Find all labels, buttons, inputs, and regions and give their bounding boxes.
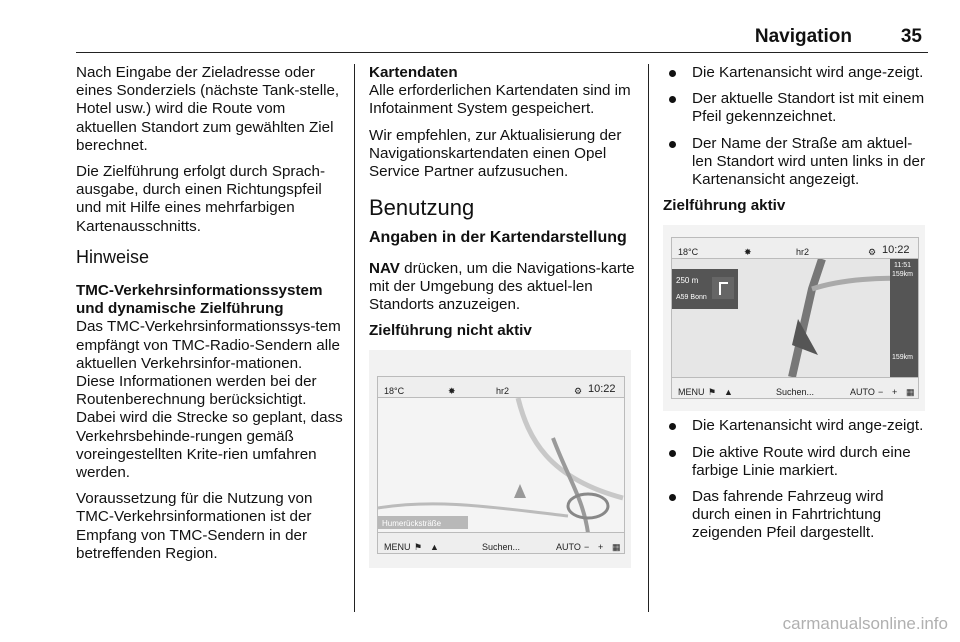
clock: 10:22 [882,244,910,257]
radio-station: hr2 [496,386,510,397]
heading-map-display: Angaben in der Kartendarstellung [369,229,627,247]
remaining-distance: 159km [892,354,914,362]
subheading-kartendaten: Kartendaten [369,64,458,81]
nav-key: NAV [369,259,400,277]
weather-icon: ✸ [448,386,456,397]
weather-icon: ✸ [744,247,752,258]
bullet-item: Der aktuelle Standort ist mit einem Pfeil gekennzeichnet. [663,90,925,126]
paragraph-guidance: Die Zielführung erfolgt durch Sprach-ausgabe, durch einen Richtungspfeil und mit Hilfe eines mehrfarbigen Kartenausschnitts. [76,163,326,235]
column-divider-2 [648,64,649,612]
figure-label-inactive: Zielführung nicht aktiv [369,322,532,340]
page-number: 35 [900,26,922,47]
search-button[interactable]: Suchen... [482,542,521,553]
figure-guidance-inactive [369,350,631,568]
paragraph-nav [369,260,635,315]
zoom-in-icon[interactable]: + [598,542,604,553]
watermark: carmanualsonline.info [782,614,948,633]
column-2 [369,64,635,574]
zoom-out-icon[interactable]: − [584,542,590,553]
bullet-list-1 [663,64,925,189]
bullet-item: Das fahrende Fahrzeug wird durch einen in Fahrtrichtung zeigenden Pfeil dargestellt. [663,488,925,543]
map-inactive [378,398,624,533]
paragraph-map-data: Alle erforderlichen Kartendaten sind im Infotainment System gespeichert. [369,82,631,118]
compass-icon[interactable]: ▲ [430,542,439,553]
nav-menu-bar [378,532,624,553]
column-divider-1 [354,64,355,612]
paragraph-tmc-requirement: Voraussetzung für die Nutzung von TMC-Verkehrsinformationen ist der Empfang von TMC-Sendern in der betreffenden Region. [76,490,313,562]
settings-icon: ⚙ [574,386,583,397]
street-name: Humerücksträße [382,519,442,529]
map-active [672,259,918,377]
auto-zoom[interactable]: AUTO [850,387,875,398]
bullet-item: Die Kartenansicht wird ange-zeigt. [663,64,925,82]
zoom-out-icon[interactable]: − [878,387,884,398]
figure-guidance-active [663,225,925,411]
nav-instructions: drücken, um die Navigations-karte mit der Umgebung des aktuel-len Standorts anzuzeigen. [369,259,635,314]
clock: 10:22 [588,383,616,396]
eta-time: 11:51 [894,262,911,270]
bullet-list-2 [663,417,925,542]
flag-icon[interactable]: ⚑ [414,542,423,553]
bullet-item: Die Kartenansicht wird ange-zeigt. [663,417,925,435]
options-icon[interactable]: ▦ [906,387,915,398]
status-bar [378,377,624,398]
screen-inactive [377,376,625,554]
subheading-tmc: TMC-Verkehrsinformationssystem und dynamische Zielführung [76,282,323,318]
heading-benutzung: Benutzung [369,195,475,221]
radio-station: hr2 [796,247,810,258]
menu-button[interactable]: MENU [678,387,705,398]
paragraph-tmc: Das TMC-Verkehrsinformationssys-tem empfängt von TMC-Radio-Sendern alle aktuellen Verkehrsinfor-mationen. Diese Informationen werden bei der Routenberechnung berücksichtigt. Dabei wird die Strecke so geplant, dass Verkehrsbehinde-rungen gemäß voreingestellten Krite-rien umfahren werden. [76,318,343,482]
flag-icon[interactable]: ⚑ [708,387,717,398]
section-title: Navigation [754,26,852,47]
eta-distance: 159km [892,271,914,279]
column-1 [76,64,344,571]
page-header [76,26,928,53]
menu-button[interactable]: MENU [384,542,411,553]
nav-menu-bar [672,377,918,398]
compass-icon[interactable]: ▲ [724,387,733,398]
status-bar [672,238,918,259]
figure-label-active: Zielführung aktiv [663,197,786,215]
bullet-item: Der Name der Straße am aktuel-len Standort wird unten links in der Kartenansicht angezeigt. [663,135,925,190]
column-3 [663,64,925,551]
temperature: 18°C [384,386,405,397]
zoom-in-icon[interactable]: + [892,387,898,398]
road-name: A59 Bonn [676,294,707,302]
search-button[interactable]: Suchen... [776,387,815,398]
paragraph-update: Wir empfehlen, zur Aktualisierung der Navigationskartendaten einen Opel Service Partner aufzusuchen. [369,126,622,181]
options-icon[interactable]: ▦ [612,542,621,553]
auto-zoom[interactable]: AUTO [556,542,581,553]
turn-distance: 250 m [676,276,699,286]
screen-active [671,237,919,399]
paragraph-route-calculation: Nach Eingabe der Zieladresse oder eines Sonderziels (nächste Tank-stelle, Hotel usw.) wird die Route vom aktuellen Standort zum gewählten Ziel berechnet. [76,64,340,154]
temperature: 18°C [678,247,699,258]
settings-icon: ⚙ [868,247,877,258]
bullet-item: Die aktive Route wird durch eine farbige Linie markiert. [663,444,925,480]
heading-hinweise: Hinweise [76,246,150,267]
